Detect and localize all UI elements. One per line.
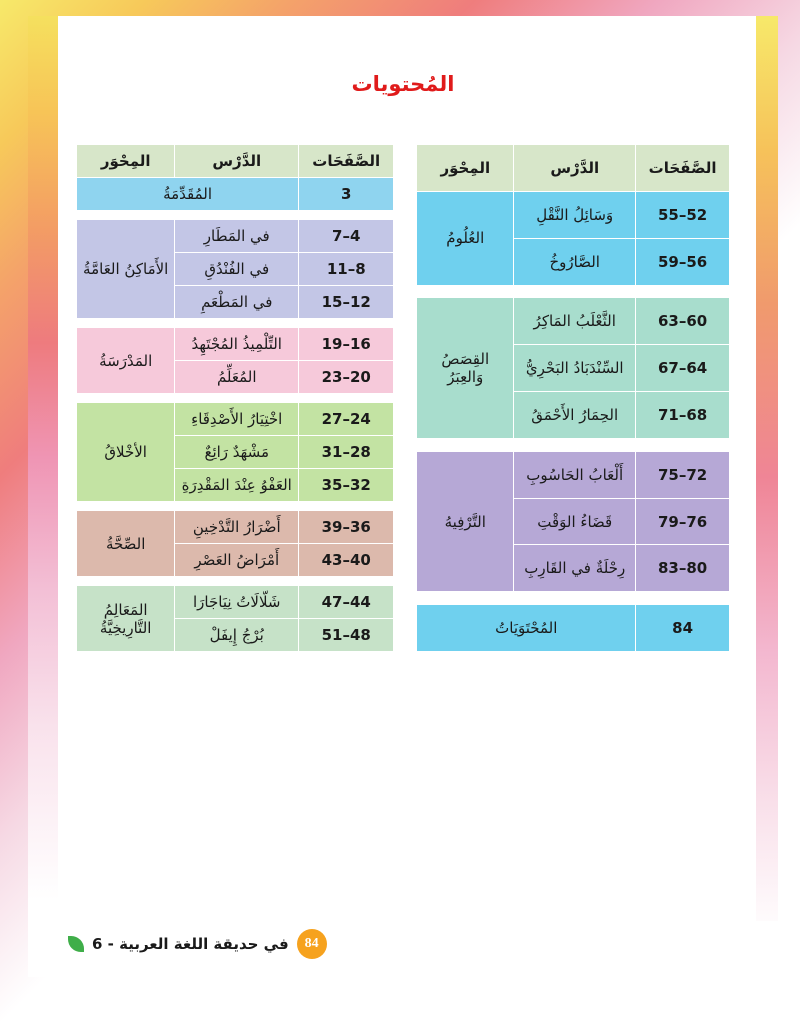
cell-lesson: المُحْتَوَيَاتُ bbox=[417, 605, 636, 652]
table-header-row bbox=[77, 145, 394, 178]
cell-axis: الأخْلاقُ bbox=[77, 403, 175, 502]
page-footer bbox=[28, 927, 778, 961]
cell-pages: 3 bbox=[299, 178, 394, 211]
group-spacer bbox=[77, 319, 394, 328]
cell-pages: 20–23 bbox=[299, 361, 394, 394]
cell-lesson: المُقَدِّمَةُ bbox=[77, 178, 299, 211]
group-spacer bbox=[417, 285, 730, 298]
cell-pages: 8–11 bbox=[299, 253, 394, 286]
column-header-pages: الصَّفَحَات bbox=[299, 145, 394, 178]
page-number-badge: 84 bbox=[297, 929, 327, 959]
cell-pages: 12–15 bbox=[299, 286, 394, 319]
cell-lesson: في الفُنْدُقِ bbox=[175, 253, 299, 286]
group-spacer bbox=[417, 592, 730, 605]
cell-lesson: بُرْجُ إِيفَلْ bbox=[175, 619, 299, 652]
cell-pages: 16–19 bbox=[299, 328, 394, 361]
cell-lesson: الحِمَارُ الأَحْمَقُ bbox=[514, 392, 636, 439]
page-title: المُحتويات bbox=[351, 72, 455, 96]
column-header-lesson: الدَّرْس bbox=[514, 145, 636, 192]
cell-lesson: رِحْلَةٌ في القَارِبِ bbox=[514, 545, 636, 592]
page-content-area bbox=[28, 16, 778, 977]
table-row bbox=[77, 220, 394, 253]
cell-lesson: اخْتِيَارُ الأَصْدِقَاءِ bbox=[175, 403, 299, 436]
cell-lesson: التِّلْمِيذُ المُجْتَهِدُ bbox=[175, 328, 299, 361]
decorative-left-ribbon bbox=[28, 16, 58, 977]
cell-axis: الأَمَاكِنُ العَامَّةُ bbox=[77, 220, 175, 319]
cell-lesson: العَفْوُ عِنْدَ المَقْدِرَةِ bbox=[175, 469, 299, 502]
cell-pages: 76–79 bbox=[636, 498, 730, 545]
cell-axis: العُلُومُ bbox=[417, 191, 514, 285]
cell-axis: القِصَصُ وَالعِبَرُ bbox=[417, 298, 514, 439]
group-spacer bbox=[417, 438, 730, 451]
table-row bbox=[77, 511, 394, 544]
cell-axis: المَعَالِمُ التَّارِيخِيَّةُ bbox=[77, 586, 175, 652]
cell-pages: 4–7 bbox=[299, 220, 394, 253]
cell-lesson: أَمْرَاضُ العَصْرِ bbox=[175, 544, 299, 577]
contents-table-left bbox=[416, 144, 730, 652]
cell-pages: 44–47 bbox=[299, 586, 394, 619]
table-header-row bbox=[417, 145, 730, 192]
table-row bbox=[77, 586, 394, 619]
cell-pages: 72–75 bbox=[636, 451, 730, 498]
table-row bbox=[417, 298, 730, 345]
cell-lesson: في المَطَارِ bbox=[175, 220, 299, 253]
cell-axis: الصِّحَّةُ bbox=[77, 511, 175, 577]
cell-axis: التَّرْفِيهُ bbox=[417, 451, 514, 592]
cell-pages: 68–71 bbox=[636, 392, 730, 439]
cell-lesson: السِّنْدَبَادُ البَحْرِيُّ bbox=[514, 345, 636, 392]
cell-lesson: المُعَلِّمُ bbox=[175, 361, 299, 394]
decorative-right-ribbon bbox=[756, 16, 778, 977]
leaf-icon bbox=[68, 936, 84, 952]
cell-pages: 64–67 bbox=[636, 345, 730, 392]
cell-lesson: أَضْرَارُ التَّدْخِينِ bbox=[175, 511, 299, 544]
contents-table-right bbox=[76, 144, 394, 652]
cell-pages: 60–63 bbox=[636, 298, 730, 345]
contents-tables bbox=[76, 144, 730, 652]
cell-pages: 32–35 bbox=[299, 469, 394, 502]
cell-pages: 28–31 bbox=[299, 436, 394, 469]
column-header-axis: المِحْوَر bbox=[417, 145, 514, 192]
cell-lesson: وَسَائِلُ النَّقْلِ bbox=[514, 191, 636, 238]
cell-axis: المَدْرَسَةُ bbox=[77, 328, 175, 394]
cell-lesson: شَلّالَاتُ نِيَاجَارَا bbox=[175, 586, 299, 619]
group-spacer bbox=[77, 211, 394, 220]
table-row bbox=[77, 328, 394, 361]
footer-title: في حديقة اللغة العربية - 6 bbox=[92, 935, 289, 953]
table-row bbox=[77, 178, 394, 211]
cell-lesson: في المَطْعَمِ bbox=[175, 286, 299, 319]
group-spacer bbox=[77, 502, 394, 511]
cell-lesson: الثَّعْلَبُ المَاكِرُ bbox=[514, 298, 636, 345]
cell-pages: 84 bbox=[636, 605, 730, 652]
cell-pages: 52–55 bbox=[636, 191, 730, 238]
cell-pages: 36–39 bbox=[299, 511, 394, 544]
cell-lesson: مَشْهَدٌ رَائِعٌ bbox=[175, 436, 299, 469]
cell-pages: 24–27 bbox=[299, 403, 394, 436]
cell-lesson: الصَّارُوخُ bbox=[514, 238, 636, 285]
cell-lesson: قَضَاءُ الوَقْتِ bbox=[514, 498, 636, 545]
column-header-axis: المِحْوَر bbox=[77, 145, 175, 178]
cell-pages: 80–83 bbox=[636, 545, 730, 592]
table-row bbox=[417, 191, 730, 238]
group-spacer bbox=[77, 577, 394, 586]
cell-pages: 48–51 bbox=[299, 619, 394, 652]
cell-pages: 56–59 bbox=[636, 238, 730, 285]
group-spacer bbox=[77, 394, 394, 403]
column-header-lesson: الدَّرْس bbox=[175, 145, 299, 178]
cell-pages: 40–43 bbox=[299, 544, 394, 577]
table-row bbox=[417, 605, 730, 652]
table-row bbox=[77, 403, 394, 436]
cell-lesson: أَلْعَابُ الحَاسُوبِ bbox=[514, 451, 636, 498]
column-header-pages: الصَّفَحَات bbox=[636, 145, 730, 192]
table-row bbox=[417, 451, 730, 498]
